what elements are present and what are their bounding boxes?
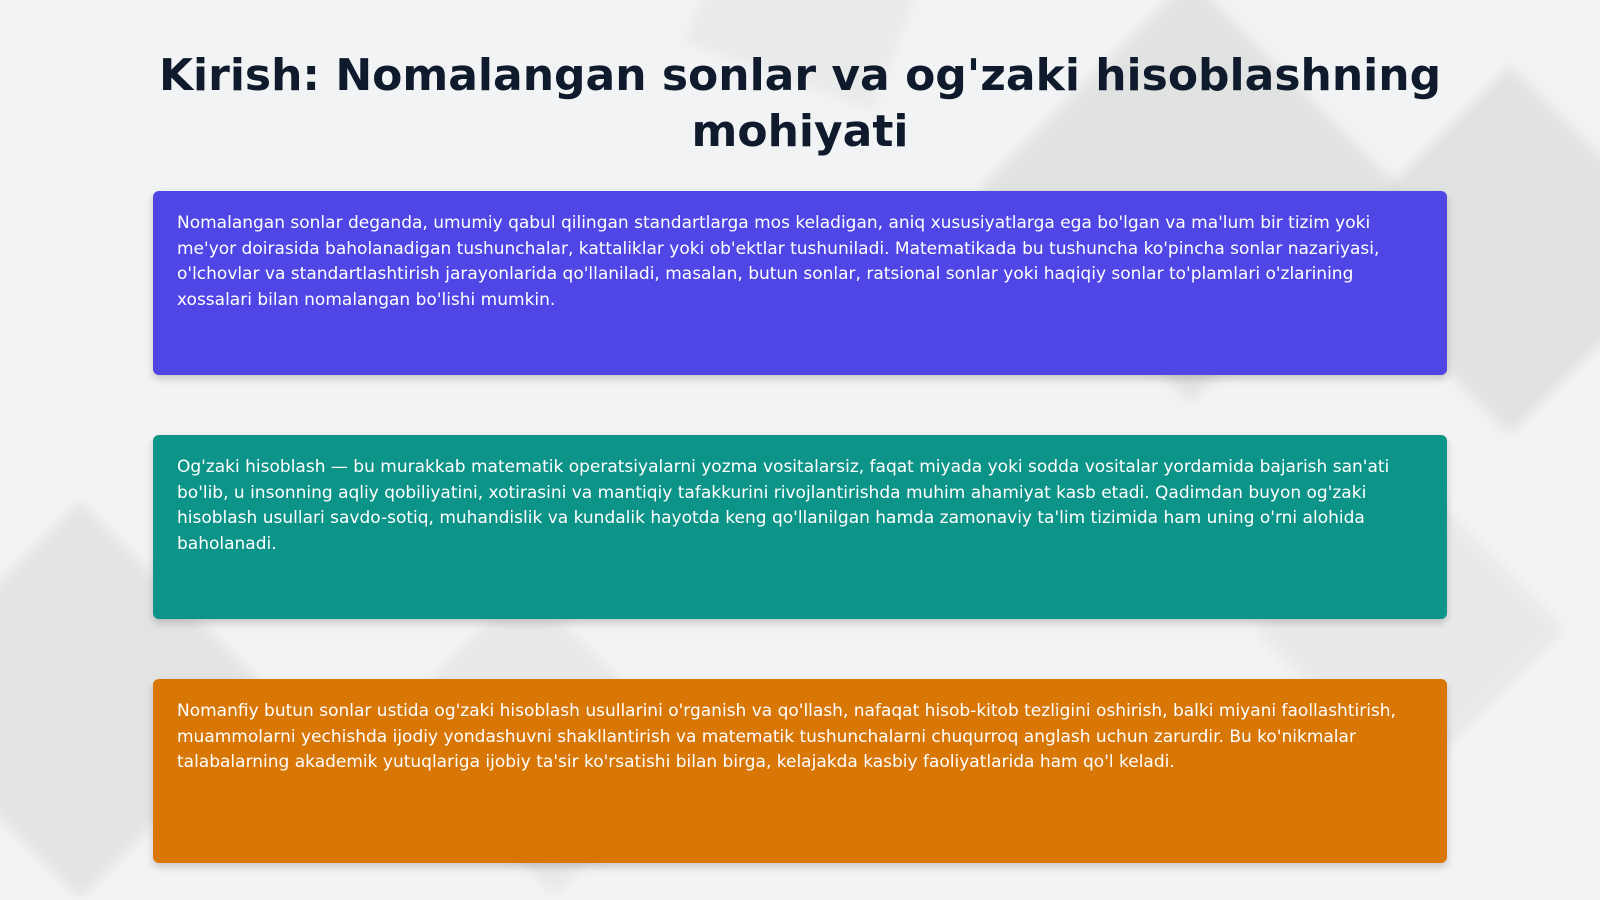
card-text: Og'zaki hisoblash — bu murakkab matematik operatsiyalarni yozma vositalarsiz, faqat miyada yoki sodda vositalar yordamida bajarish san'ati bo'lib, u insonning aqliy qobiliyatini, xotirasini va mantiqiy tafakkurini rivojlantirishda muhim ahamiyat kasb etadi. Qadimdan buyon og'zaki hisoblash usullari savdo-sotiq, muhandislik va kundalik hayotda keng qo'llanilgan hamda zamonaviy ta'lim tizimida ham uning o'rni alohida baholanadi. — [177, 457, 1390, 554]
slide-title: Kirish: Nomalangan sonlar va og'zaki hisoblashning mohiyati — [158, 50, 1442, 157]
card-text: Nomanfiy butun sonlar ustida og'zaki hisoblash usullarini o'rganish va qo'llash, nafaqat hisob-kitob tezligini oshirish, balki miyani faollashtirish, muammolarni yechishda ijodiy yondashuvni shakllantirish va matematik tushunchalarni chuqurroq anglash uchun zarurdir. Bu ko'nikmalar talabalarning akademik yutuqlariga ijobiy ta'sir ko'rsatishi bilan birga, kelajakda kasbiy faoliyatlarida ham qo'l keladi. — [177, 701, 1396, 772]
content-card-mental-calculation — [153, 435, 1447, 619]
content-card-definition — [153, 191, 1447, 375]
card-text: Nomalangan sonlar deganda, umumiy qabul qilingan standartlarga mos keladigan, aniq xususiyatlarga ega bo'lgan va ma'lum bir tizim yoki me'yor doirasida baholanadigan tushunchalar, kattaliklar yoki ob'ektlar tushuniladi. Matematikada bu tushuncha ko'pincha sonlar nazariyasi, o'lchovlar va standartlashtirish jarayonlarida qo'llaniladi, masalan, butun sonlar, ratsional sonlar yoki haqiqiy sonlar to'plamlari o'zlarining xossalari bilan nomalangan bo'lishi mumkin. — [177, 213, 1380, 310]
content-card-importance — [153, 679, 1447, 863]
